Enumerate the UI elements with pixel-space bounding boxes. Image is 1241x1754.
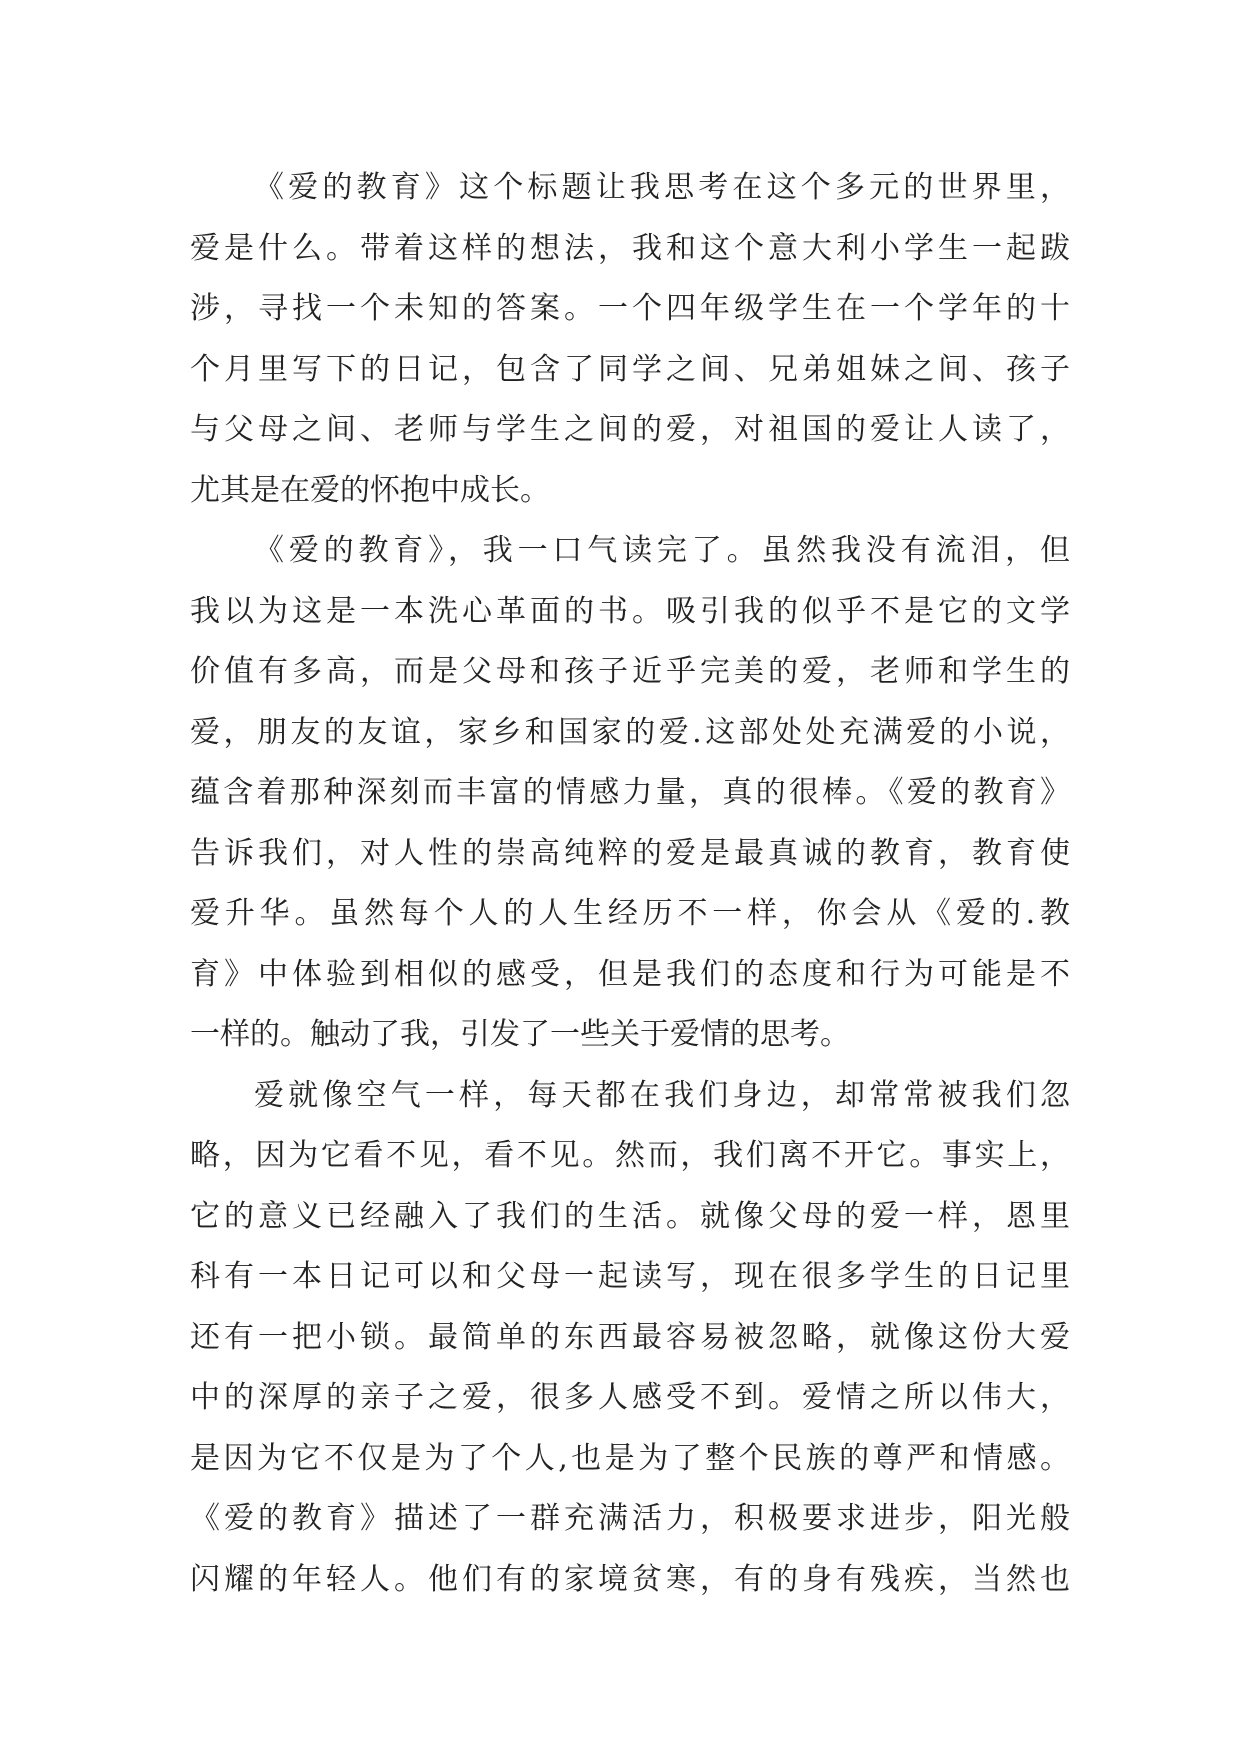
text-line: 个月里写下的日记，包含了同学之间、兄弟姐妹之间、孩子 bbox=[190, 351, 1070, 387]
text-line: 告诉我们，对人性的崇高纯粹的爱是最真诚的教育，教育使 bbox=[190, 835, 1070, 871]
text-line: 《爱的教育》，我一口气读完了。虽然我没有流泪，但 bbox=[254, 533, 1070, 568]
text-line: 科有一本日记可以和父母一起读写，现在很多学生的日记里 bbox=[190, 1259, 1070, 1294]
text-line: 育》中体验到相似的感受，但是我们的态度和行为可能是不 bbox=[190, 956, 1070, 992]
text-line: 中的深厚的亲子之爱，很多人感受不到。爱情之所以伟大， bbox=[190, 1380, 1070, 1415]
text-line: 《爱的教育》这个标题让我思考在这个多元的世界里， bbox=[254, 170, 1070, 205]
text-line: 爱就像空气一样，每天都在我们身边，却常常被我们忽 bbox=[254, 1077, 1070, 1113]
text-line: 与父母之间、老师与学生之间的爱，对祖国的爱让人读了， bbox=[190, 412, 1070, 447]
paragraph-3 bbox=[190, 1066, 1070, 1611]
text-line: 我以为这是一本洗心革面的书。吸引我的似乎不是它的文学 bbox=[190, 593, 1070, 629]
text-line: 一样的。触动了我，引发了一些关于爱情的思考。 bbox=[190, 1017, 850, 1052]
text-line: 闪耀的年轻人。他们有的家境贫寒，有的身有残疾，当然也 bbox=[190, 1561, 1070, 1597]
paragraph-2 bbox=[190, 521, 1070, 1066]
paragraph-1 bbox=[190, 158, 1070, 521]
text-line: 爱是什么。带着这样的想法，我和这个意大利小学生一起跋 bbox=[190, 230, 1070, 266]
text-line: 涉，寻找一个未知的答案。一个四年级学生在一个学年的十 bbox=[190, 291, 1070, 326]
text-line: 是因为它不仅是为了个人,也是为了整个民族的尊严和情感。 bbox=[190, 1440, 1070, 1476]
document-body bbox=[190, 158, 1070, 1610]
text-line: 《爱的教育》描述了一群充满活力，积极要求进步，阳光般 bbox=[190, 1501, 1070, 1536]
text-line: 爱升华。虽然每个人的人生经历不一样，你会从《爱的.教 bbox=[190, 896, 1070, 931]
text-line: 爱，朋友的友谊，家乡和国家的爱.这部处处充满爱的小说， bbox=[190, 714, 1070, 750]
text-line: 尤其是在爱的怀抱中成长。 bbox=[190, 472, 550, 508]
text-line: 略，因为它看不见，看不见。然而，我们离不开它。事实上， bbox=[190, 1138, 1070, 1173]
text-line: 价值有多高，而是父母和孩子近乎完美的爱，老师和学生的 bbox=[190, 654, 1070, 689]
text-line: 它的意义已经融入了我们的生活。就像父母的爱一样，恩里 bbox=[190, 1198, 1070, 1234]
text-line: 蕴含着那种深刻而丰富的情感力量，真的很棒。《爱的教育》 bbox=[190, 775, 1070, 810]
text-line: 还有一把小锁。最简单的东西最容易被忽略，就像这份大爱 bbox=[190, 1319, 1070, 1355]
